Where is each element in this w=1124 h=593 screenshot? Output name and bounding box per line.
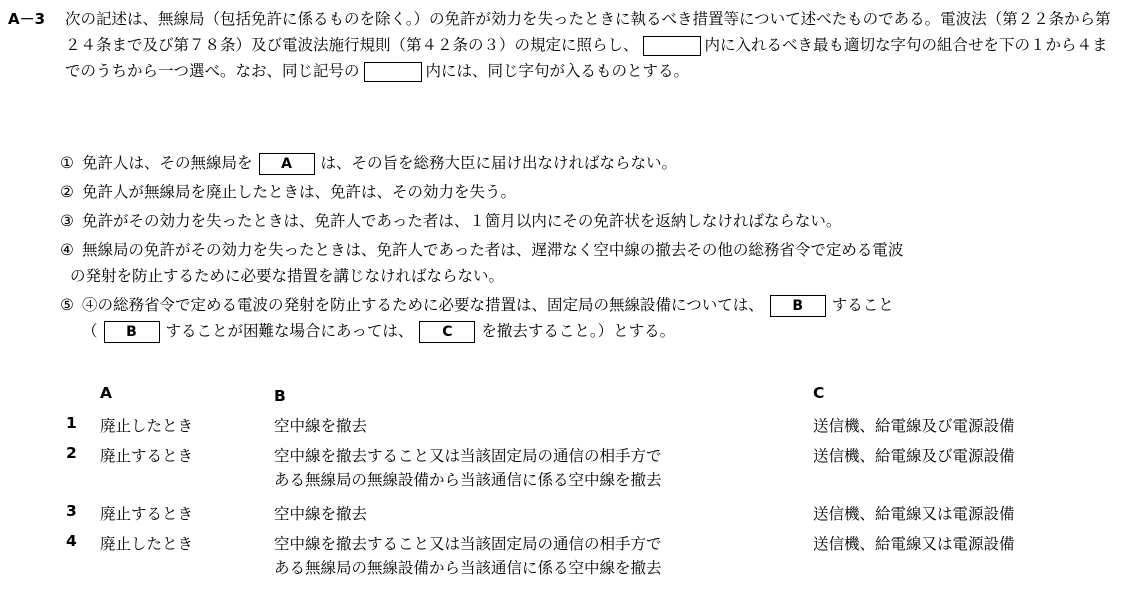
statement-1 xyxy=(60,150,1120,176)
blank-b: B xyxy=(104,321,160,343)
statement-4 xyxy=(60,237,1120,289)
option-b xyxy=(274,532,804,580)
blank-a: A xyxy=(259,153,315,175)
statement-text: （ xyxy=(82,322,98,340)
blank-box xyxy=(364,62,422,82)
option-row-3[interactable] xyxy=(66,502,1116,532)
statement-text: することが困難な場合にあっては、 xyxy=(165,322,414,340)
statement-text: 免許人が無線局を廃止したときは、免許は、その効力を失う。 xyxy=(82,183,517,201)
stem-text xyxy=(65,6,1118,84)
option-number: 4 xyxy=(66,532,77,550)
statement-text: ④の総務省令で定める電波の発射を防止するために必要な措置は、固定局の無線設備については、 xyxy=(82,296,764,314)
header-c: C xyxy=(813,384,825,402)
option-b: 空中線を撤去 xyxy=(274,417,368,435)
table-header xyxy=(66,384,1116,414)
statement-text-cont: の発射を防止するために必要な措置を講じなければならない。 xyxy=(70,267,505,285)
header-a: A xyxy=(100,384,112,402)
option-row-4[interactable] xyxy=(66,532,1116,590)
statement-number: ① xyxy=(60,154,74,172)
option-b-line2: ある無線局の無線設備から当該通信に係る空中線を撤去 xyxy=(274,559,662,577)
header-b: B xyxy=(274,387,286,405)
option-a: 廃止するとき xyxy=(100,447,194,465)
option-a: 廃止したとき xyxy=(100,417,194,435)
option-row-1[interactable] xyxy=(66,414,1116,444)
option-number: 1 xyxy=(66,414,77,432)
answer-table xyxy=(66,384,1116,590)
option-number: 3 xyxy=(66,502,77,520)
statement-text: 無線局の免許がその効力を失ったときは、免許人であった者は、遅滞なく空中線の撤去その他の総務省令で定める電波 xyxy=(82,241,904,259)
statement-2 xyxy=(60,179,1120,205)
statement-number: ④ xyxy=(60,241,74,259)
stem-part2: 内に入れるべき最も適切な字句の組合せを下の１から４までのうちから一つ選べ。なお、同じ記号の xyxy=(65,36,1108,80)
option-b xyxy=(274,444,804,492)
statement-text: すること xyxy=(831,296,894,314)
stem-part1: 次の記述は、無線局（包括免許に係るものを除く。）の免許が効力を失ったときに執るべき措置等について述べたものである。電波法（第２２条から第２４条まで及び第７８条）及び電波法施行規則（第４２条の３）の規定に照らし、 xyxy=(65,10,1111,54)
option-b: 空中線を撤去 xyxy=(274,505,368,523)
option-b-line1: 空中線を撤去すること又は当該固定局の通信の相手方で xyxy=(274,447,662,465)
option-b-line1: 空中線を撤去すること又は当該固定局の通信の相手方で xyxy=(274,535,662,553)
option-b-line2: ある無線局の無線設備から当該通信に係る空中線を撤去 xyxy=(274,471,662,489)
statement-text: 免許人は、その無線局を xyxy=(82,154,253,172)
option-number: 2 xyxy=(66,444,77,462)
question-number: A－3 xyxy=(8,10,46,28)
option-c: 送信機、給電線及び電源設備 xyxy=(813,417,1015,435)
blank-b: B xyxy=(770,295,826,317)
statement-text: を撤去すること。）とする。 xyxy=(481,322,676,340)
option-a: 廃止したとき xyxy=(100,535,194,553)
question-stem xyxy=(8,6,1118,84)
option-c: 送信機、給電線又は電源設備 xyxy=(813,535,1015,553)
statement-number: ③ xyxy=(60,212,74,230)
option-a: 廃止するとき xyxy=(100,505,194,523)
statement-3 xyxy=(60,208,1120,234)
blank-c: C xyxy=(419,321,475,343)
stem-part3: 内には、同じ字句が入るものとする。 xyxy=(425,62,690,80)
option-c: 送信機、給電線及び電源設備 xyxy=(813,447,1015,465)
statement-list xyxy=(60,150,1120,347)
statement-number: ⑤ xyxy=(60,296,74,314)
statement-text: は、その旨を総務大臣に届け出なければならない。 xyxy=(320,154,678,172)
statement-text: 免許がその効力を失ったときは、免許人であった者は、１箇月以内にその免許状を返納しなければならない。 xyxy=(82,212,842,230)
statement-5 xyxy=(60,292,1120,344)
blank-box xyxy=(643,36,701,56)
option-row-2[interactable] xyxy=(66,444,1116,502)
statement-number: ② xyxy=(60,183,74,201)
option-c: 送信機、給電線又は電源設備 xyxy=(813,505,1015,523)
